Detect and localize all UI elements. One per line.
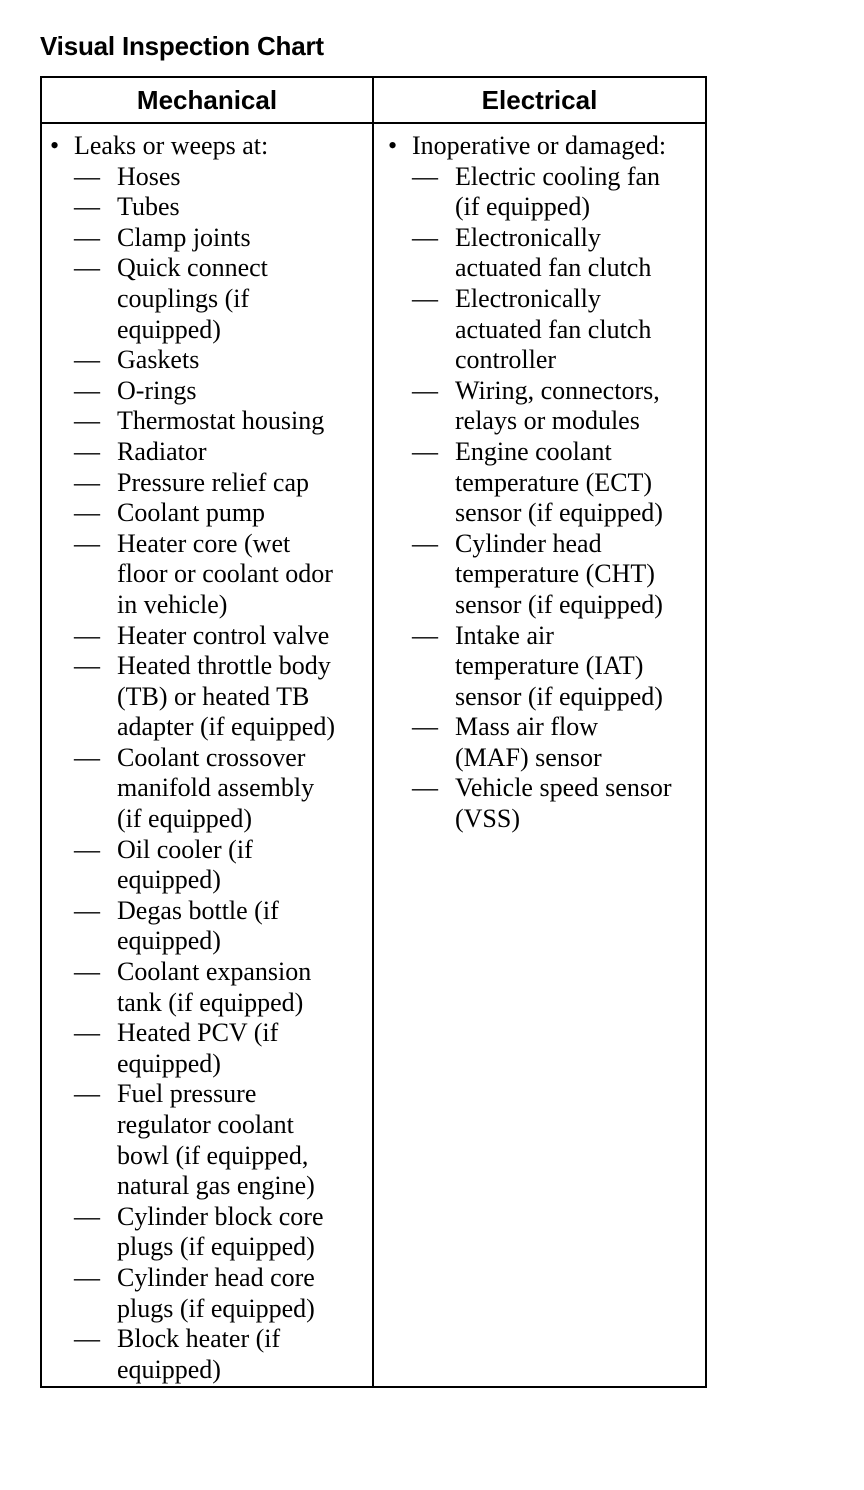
mechanical-list-item [74, 1079, 372, 1201]
mechanical-header: Mechanical [42, 78, 374, 122]
mechanical-list-item [74, 957, 372, 1018]
mechanical-list-item [74, 1018, 372, 1079]
dash-marker: — [74, 1324, 100, 1354]
dash-marker: — [74, 467, 100, 497]
mechanical-intro: Leaks or weeps at: [74, 131, 269, 160]
electrical-intro-line [388, 131, 705, 162]
dash-marker: — [412, 712, 438, 742]
mechanical-list-item [74, 468, 372, 499]
mechanical-list-item [74, 743, 372, 835]
dash-marker: — [74, 651, 100, 681]
dash-marker: — [74, 1079, 100, 1109]
bullet-icon: • [50, 131, 60, 160]
electrical-list-item [412, 712, 705, 773]
dash-marker: — [74, 895, 100, 925]
dash-marker: — [74, 498, 100, 528]
dash-marker: — [74, 528, 100, 558]
dash-marker: — [412, 375, 438, 405]
mechanical-item-text: Radiator [117, 436, 207, 466]
electrical-item-text: Engine coolant temperature (ECT) sensor (if equipped) [455, 436, 663, 528]
dash-marker: — [74, 345, 100, 375]
mechanical-item-text: Degas bottle (if equipped) [117, 895, 279, 956]
mechanical-list-item [74, 1263, 372, 1324]
dash-marker: — [74, 192, 100, 222]
mechanical-item-text: Pressure relief cap [117, 467, 310, 497]
electrical-list-item [412, 162, 705, 223]
electrical-item-text: Wiring, connectors, relays or modules [455, 375, 660, 436]
electrical-item-text: Electronically actuated fan clutch controller [455, 283, 652, 375]
mechanical-item-text: Clamp joints [117, 222, 251, 252]
dash-marker: — [412, 528, 438, 558]
inspection-table [40, 76, 707, 1388]
electrical-list-item [412, 773, 705, 834]
table-header-row [42, 78, 705, 124]
dash-marker: — [412, 161, 438, 191]
dash-marker: — [74, 222, 100, 252]
mechanical-item-text: O-rings [117, 375, 197, 405]
mechanical-cell [42, 124, 374, 1386]
electrical-list-item [412, 376, 705, 437]
mechanical-item-text: Coolant pump [117, 498, 266, 528]
mechanical-item-text: Cylinder head core plugs (if equipped) [117, 1262, 315, 1323]
mechanical-item-text: Heater core (wet floor or coolant odor in vehicle) [117, 528, 333, 619]
mechanical-item-text: Heated PCV (if equipped) [117, 1018, 279, 1078]
mechanical-item-text: Coolant crossover manifold assembly (if equipped) [117, 742, 315, 834]
mechanical-list-item [74, 437, 372, 468]
dash-marker: — [412, 222, 438, 252]
mechanical-item-text: Heated throttle body (TB) or heated TB adapter (if equipped) [117, 651, 336, 742]
mechanical-item-text: Oil cooler (if equipped) [117, 834, 253, 895]
mechanical-item-text: Gaskets [117, 345, 200, 375]
mechanical-list-item [74, 253, 372, 345]
dash-marker: — [74, 253, 100, 283]
electrical-header: Electrical [481, 85, 598, 115]
electrical-item-text: Mass air flow (MAF) sensor [455, 712, 602, 772]
dash-marker: — [74, 620, 100, 650]
electrical-list-item [412, 223, 705, 284]
mechanical-list-item [74, 896, 372, 957]
mechanical-item-text: Fuel pressure regulator coolant bowl (if equipped, natural gas engine) [117, 1079, 315, 1201]
dash-marker: — [74, 834, 100, 864]
dash-marker: — [74, 161, 100, 191]
electrical-item-text: Intake air temperature (IAT) sensor (if equipped) [455, 620, 663, 711]
dash-marker: — [74, 375, 100, 405]
dash-marker: — [74, 436, 100, 466]
electrical-list-item [412, 529, 705, 621]
electrical-item-text: Vehicle speed sensor (VSS) [455, 773, 672, 834]
dash-marker: — [412, 620, 438, 650]
electrical-list-item [412, 437, 705, 529]
electrical-item-list [388, 162, 705, 835]
electrical-item-text: Electronically actuated fan clutch [455, 222, 652, 283]
electrical-list-item [412, 621, 705, 713]
mechanical-item-text: Tubes [117, 192, 180, 222]
electrical-item-text: Cylinder head temperature (CHT) sensor (if equipped) [455, 528, 663, 619]
mechanical-item-text: Cylinder block core plugs (if equipped) [117, 1201, 324, 1262]
electrical-item-text: Electric cooling fan (if equipped) [455, 161, 661, 222]
mechanical-list-item [74, 835, 372, 896]
mechanical-list-item [74, 621, 372, 652]
mechanical-item-text: Hoses [117, 161, 181, 191]
mechanical-intro-line [50, 131, 372, 162]
mechanical-item-list [50, 162, 372, 1386]
dash-marker: — [74, 957, 100, 987]
mechanical-list-item [74, 498, 372, 529]
mechanical-list-item [74, 651, 372, 743]
mechanical-list-item [74, 1324, 372, 1385]
mechanical-item-text: Quick connect couplings (if equipped) [117, 253, 268, 344]
dash-marker: — [412, 283, 438, 313]
mechanical-item-text: Coolant expansion tank (if equipped) [117, 957, 312, 1017]
mechanical-item-text: Thermostat housing [117, 406, 325, 436]
mechanical-list-item [74, 1202, 372, 1263]
dash-marker: — [74, 1201, 100, 1231]
mechanical-list-item [74, 406, 372, 437]
table-body-row [42, 124, 705, 1386]
mechanical-item-text: Block heater (if equipped) [117, 1324, 281, 1384]
electrical-list-item [412, 284, 705, 376]
mechanical-list-item [74, 529, 372, 621]
dash-marker: — [74, 406, 100, 436]
mechanical-list-item [74, 192, 372, 223]
electrical-intro: Inoperative or damaged: [412, 131, 667, 160]
mechanical-list-item [74, 162, 372, 193]
dash-marker: — [74, 742, 100, 772]
mechanical-list-item [74, 223, 372, 254]
bullet-icon: • [388, 131, 398, 160]
mechanical-item-text: Heater control valve [117, 620, 330, 650]
mechanical-list-item [74, 376, 372, 407]
dash-marker: — [412, 773, 438, 803]
dash-marker: — [74, 1018, 100, 1048]
dash-marker: — [412, 436, 438, 466]
dash-marker: — [74, 1262, 100, 1292]
electrical-cell [374, 124, 705, 1386]
page-title: Visual Inspection Chart [40, 31, 324, 61]
mechanical-list-item [74, 345, 372, 376]
